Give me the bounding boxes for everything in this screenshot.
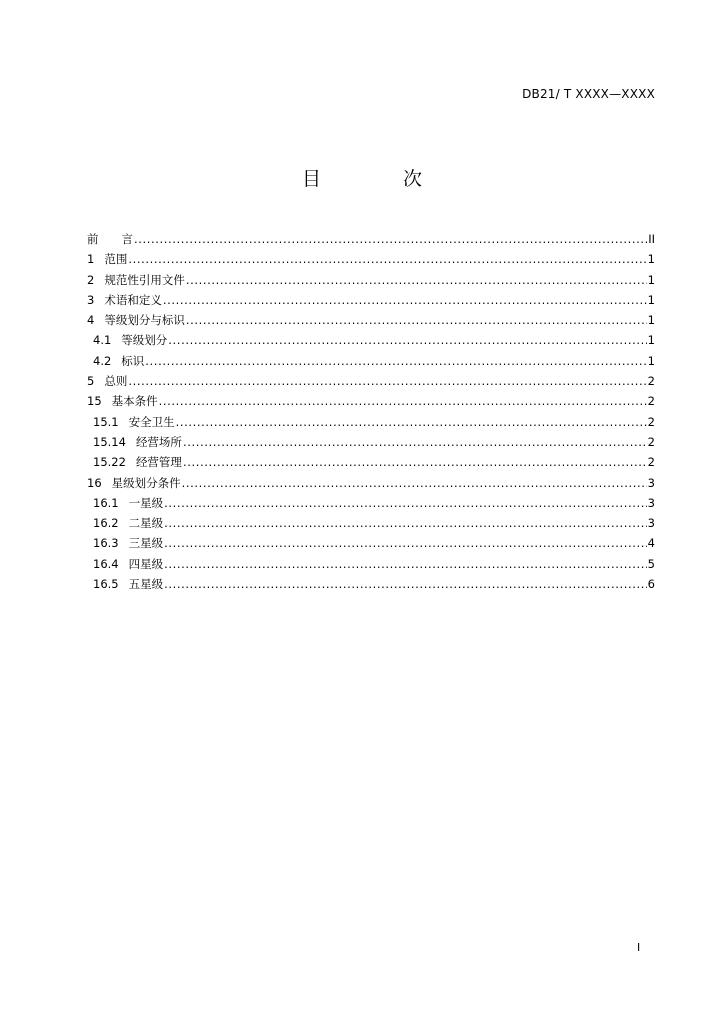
toc-entry-number: 5 <box>87 374 95 389</box>
toc-entry-page: 1 <box>647 272 655 287</box>
toc-entry-page: 1 <box>647 333 655 348</box>
toc-entry[interactable] <box>87 249 655 269</box>
toc-entry[interactable] <box>87 473 655 493</box>
toc-dot-leader <box>182 473 647 493</box>
toc-entry[interactable] <box>87 412 655 432</box>
toc-entry-page: 3 <box>647 495 655 510</box>
toc-entry[interactable] <box>87 533 655 553</box>
toc-entry-title: 前 言 <box>87 232 133 246</box>
toc-entry-number: 4 <box>87 313 95 328</box>
toc-entry-title: 四星级 <box>128 556 164 571</box>
toc-dot-leader <box>164 533 647 553</box>
toc-entry[interactable] <box>87 513 655 533</box>
toc-entry-page: 1 <box>647 353 655 368</box>
toc-entry-title: 等级划分 <box>121 333 168 348</box>
toc-dot-leader <box>164 554 647 574</box>
toc-entry[interactable] <box>87 229 655 249</box>
toc-dot-leader <box>163 290 647 310</box>
toc-entry-title: 等级划分与标识 <box>104 313 185 328</box>
document-code: DB21/ T XXXX—XXXX <box>522 87 655 101</box>
toc-entry-page: 1 <box>647 292 655 307</box>
toc-entry-title: 标识 <box>121 353 145 368</box>
toc-entry-page: 2 <box>647 374 655 389</box>
toc-entry-title: 三星级 <box>128 536 164 551</box>
toc-entry-title: 一星级 <box>128 495 164 510</box>
toc-entry-page: 6 <box>647 577 655 592</box>
toc-entry[interactable] <box>87 310 655 330</box>
toc-entry-page: 2 <box>647 414 655 429</box>
toc-entry-title: 五星级 <box>128 577 164 592</box>
toc-entry-title: 规范性引用文件 <box>104 272 185 287</box>
toc-entry-number: 16.1 <box>93 495 119 510</box>
toc-dot-leader <box>134 229 647 249</box>
toc-dot-leader <box>186 310 647 330</box>
toc-entry-number: 16.4 <box>93 556 119 571</box>
toc-entry-title: 星级划分条件 <box>111 475 181 490</box>
toc-entry-number: 1 <box>87 252 95 267</box>
toc-entry-number: 2 <box>87 272 95 287</box>
toc-entry[interactable] <box>87 270 655 290</box>
toc-entry-number: 15 <box>87 394 102 409</box>
toc-entry-number: 16.5 <box>93 577 119 592</box>
toc-entry-number: 15.14 <box>93 434 126 449</box>
toc-entry-title: 总则 <box>104 374 128 389</box>
toc-entry-page: 3 <box>647 475 655 490</box>
toc-entry-page: 5 <box>647 556 655 571</box>
toc-entry-title: 经营场所 <box>135 434 182 449</box>
toc-entry-title: 基本条件 <box>111 394 158 409</box>
toc-entry-page: 1 <box>647 313 655 328</box>
toc-entry-title: 范围 <box>104 252 128 267</box>
toc-title: 目 次 <box>301 168 461 190</box>
toc-dot-leader <box>164 574 647 594</box>
toc-entry-number: 16.2 <box>93 516 119 531</box>
toc-entry-number: 16 <box>87 475 102 490</box>
toc-entry-title: 安全卫生 <box>128 414 175 429</box>
toc-entry-page: 2 <box>647 455 655 470</box>
toc-entry-number: 3 <box>87 292 95 307</box>
table-of-contents <box>87 229 655 594</box>
toc-entry-page: II <box>648 232 655 246</box>
toc-entry-page: 3 <box>647 516 655 531</box>
toc-entry-number: 15.1 <box>93 414 119 429</box>
toc-dot-leader <box>164 493 647 513</box>
toc-entry[interactable] <box>87 371 655 391</box>
toc-entry-number: 4.2 <box>93 353 112 368</box>
toc-entry-number: 15.22 <box>93 455 126 470</box>
toc-entry-page: 1 <box>647 252 655 267</box>
toc-entry-title: 术语和定义 <box>104 292 162 307</box>
toc-dot-leader <box>164 513 647 533</box>
toc-dot-leader <box>168 330 646 350</box>
toc-entry[interactable] <box>87 290 655 310</box>
toc-dot-leader <box>183 452 647 472</box>
page-number: I <box>637 941 641 954</box>
toc-dot-leader <box>128 249 646 269</box>
toc-entry[interactable] <box>87 330 655 350</box>
toc-entry[interactable] <box>87 574 655 594</box>
toc-entry-page: 2 <box>647 434 655 449</box>
toc-entry[interactable] <box>87 554 655 574</box>
toc-dot-leader <box>183 432 647 452</box>
toc-entry-number: 4.1 <box>93 333 112 348</box>
toc-entry-page: 2 <box>647 394 655 409</box>
toc-dot-leader <box>128 371 646 391</box>
toc-entry-page: 4 <box>647 536 655 551</box>
toc-entry[interactable] <box>87 452 655 472</box>
toc-entry-title: 经营管理 <box>135 455 182 470</box>
toc-entry[interactable] <box>87 432 655 452</box>
toc-dot-leader <box>159 391 647 411</box>
toc-dot-leader <box>186 270 647 290</box>
toc-dot-leader <box>145 351 646 371</box>
toc-dot-leader <box>176 412 647 432</box>
toc-entry[interactable] <box>87 351 655 371</box>
toc-entry-number: 16.3 <box>93 536 119 551</box>
toc-entry[interactable] <box>87 493 655 513</box>
toc-entry[interactable] <box>87 391 655 411</box>
toc-entry-title: 二星级 <box>128 516 164 531</box>
